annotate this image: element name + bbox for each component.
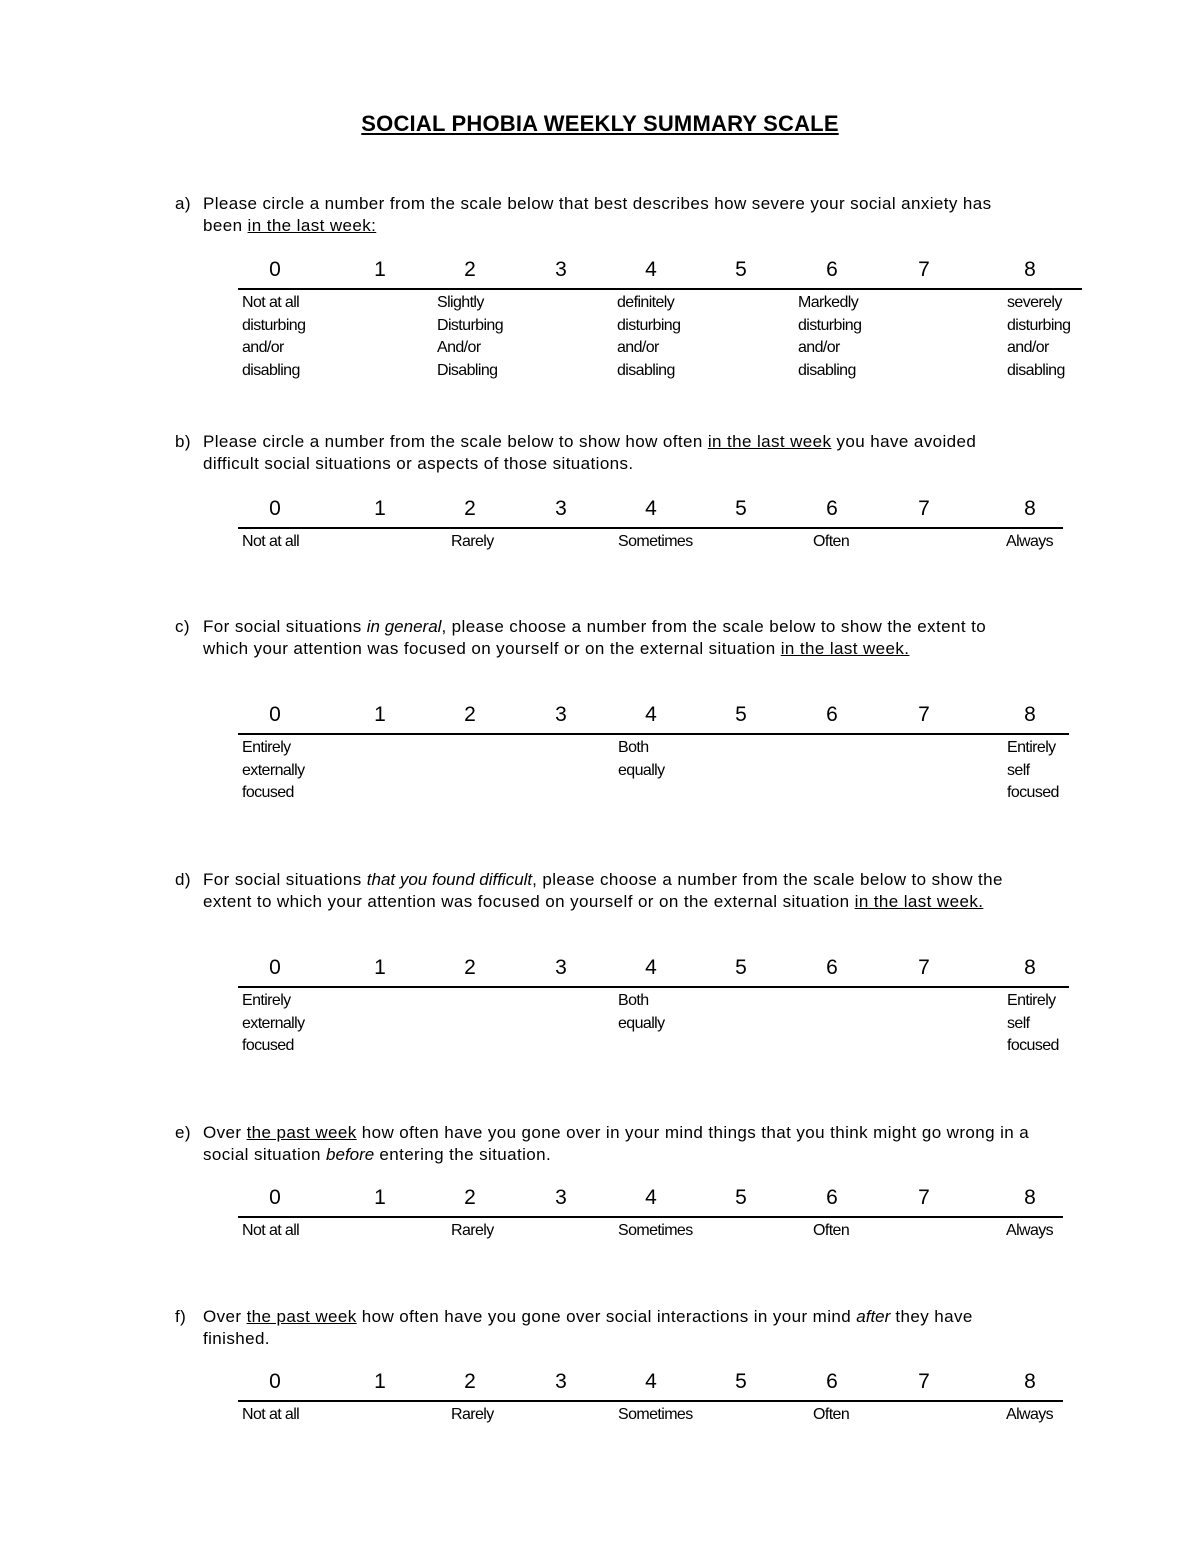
scale-number-5[interactable]: 5 <box>735 497 747 520</box>
question-text: Please circle a number from the scale below that best describes how severe your social anxiety has been in the last week: <box>203 194 992 235</box>
scale-anchor-label: Markedly disturbing and/or disabling <box>798 294 862 379</box>
scale-number-8[interactable]: 8 <box>1024 956 1036 979</box>
question-letter: c) <box>175 617 190 636</box>
scale-number-1[interactable]: 1 <box>374 703 386 726</box>
question-text: For social situations that you found difficult, please choose a number from the scale below to show the extent to which your attention was focused on yourself or on the external situation in the last week. <box>203 870 1003 911</box>
scale-number-3[interactable]: 3 <box>555 956 567 979</box>
scale-number-1[interactable]: 1 <box>374 258 386 281</box>
scale-rule <box>238 288 1082 290</box>
scale-number-8[interactable]: 8 <box>1024 703 1036 726</box>
scale-anchor-label: Always <box>1006 1222 1054 1239</box>
scale-anchor-label: Sometimes <box>618 1406 693 1423</box>
scale-number-0[interactable]: 0 <box>269 497 281 520</box>
question-text: For social situations in general, please choose a number from the scale below to show the extent to which your attention was focused on yourself or on the external situation in the last week. <box>203 617 987 658</box>
scale-number-8[interactable]: 8 <box>1024 497 1036 520</box>
scale-number-0[interactable]: 0 <box>269 1186 281 1209</box>
scale-anchor-label: Slightly Disturbing And/or Disabling <box>437 294 504 379</box>
scale-rule <box>238 733 1069 735</box>
scale-number-1[interactable]: 1 <box>374 1186 386 1209</box>
scale-anchor-label: Always <box>1006 533 1054 550</box>
scale-number-7[interactable]: 7 <box>918 1370 930 1393</box>
scale-number-4[interactable]: 4 <box>645 497 657 520</box>
scale-number-4[interactable]: 4 <box>645 956 657 979</box>
scale-anchor-label: Often <box>813 533 850 550</box>
question-b <box>175 431 1035 475</box>
scale-number-8[interactable]: 8 <box>1024 258 1036 281</box>
scale-number-3[interactable]: 3 <box>555 703 567 726</box>
scale-number-3[interactable]: 3 <box>555 1370 567 1393</box>
scale-anchor-label: Both equally <box>618 992 665 1032</box>
scale-anchor-label: severely disturbing and/or disabling <box>1007 294 1071 379</box>
scale-anchor-label: definitely disturbing and/or disabling <box>617 294 681 379</box>
scale-number-8[interactable]: 8 <box>1024 1186 1036 1209</box>
scale-anchor-label: Not at all disturbing and/or disabling <box>242 294 306 379</box>
scale-number-2[interactable]: 2 <box>464 703 476 726</box>
scale-anchor-label: Often <box>813 1406 850 1423</box>
scale-number-6[interactable]: 6 <box>826 703 838 726</box>
question-letter: d) <box>175 870 191 889</box>
question-f <box>175 1306 1035 1350</box>
scale-anchor-label: Entirely externally focused <box>242 992 305 1054</box>
scale-rule <box>238 986 1069 988</box>
question-c <box>175 616 1035 660</box>
question-text: Over the past week how often have you gone over social interactions in your mind after they have finished. <box>203 1307 973 1348</box>
scale-number-0[interactable]: 0 <box>269 956 281 979</box>
scale-anchor-label: Entirely externally focused <box>242 739 305 801</box>
scale-number-4[interactable]: 4 <box>645 1370 657 1393</box>
scale-anchor-label: Not at all <box>242 533 300 550</box>
scale-number-5[interactable]: 5 <box>735 1186 747 1209</box>
scale-number-6[interactable]: 6 <box>826 258 838 281</box>
scale-number-6[interactable]: 6 <box>826 497 838 520</box>
question-text: Please circle a number from the scale below to show how often in the last week you have avoided difficult social situations or aspects of those situations. <box>203 432 977 473</box>
scale-number-1[interactable]: 1 <box>374 1370 386 1393</box>
scale-number-2[interactable]: 2 <box>464 258 476 281</box>
question-letter: f) <box>175 1307 187 1326</box>
question-letter: e) <box>175 1123 191 1142</box>
question-a <box>175 193 1035 237</box>
scale-number-2[interactable]: 2 <box>464 1370 476 1393</box>
scale-number-3[interactable]: 3 <box>555 497 567 520</box>
question-letter: a) <box>175 194 191 213</box>
scale-number-8[interactable]: 8 <box>1024 1370 1036 1393</box>
question-e <box>175 1122 1035 1166</box>
question-letter: b) <box>175 432 191 451</box>
scale-number-6[interactable]: 6 <box>826 1186 838 1209</box>
scale-anchor-label: Sometimes <box>618 1222 693 1239</box>
scale-number-6[interactable]: 6 <box>826 956 838 979</box>
scale-anchor-label: Rarely <box>451 533 494 550</box>
scale-number-3[interactable]: 3 <box>555 1186 567 1209</box>
scale-number-5[interactable]: 5 <box>735 956 747 979</box>
scale-number-2[interactable]: 2 <box>464 1186 476 1209</box>
scale-anchor-label: Rarely <box>451 1406 494 1423</box>
scale-number-7[interactable]: 7 <box>918 1186 930 1209</box>
scale-number-0[interactable]: 0 <box>269 703 281 726</box>
scale-anchor-label: Entirely self focused <box>1007 739 1059 801</box>
scale-anchor-label: Not at all <box>242 1222 300 1239</box>
scale-anchor-label: Often <box>813 1222 850 1239</box>
scale-anchor-label: Always <box>1006 1406 1054 1423</box>
scale-number-5[interactable]: 5 <box>735 258 747 281</box>
scale-rule <box>238 1400 1063 1402</box>
scale-number-7[interactable]: 7 <box>918 258 930 281</box>
scale-anchor-label: Rarely <box>451 1222 494 1239</box>
scale-number-5[interactable]: 5 <box>735 703 747 726</box>
scale-rule <box>238 1216 1063 1218</box>
scale-rule <box>238 527 1063 529</box>
scale-number-2[interactable]: 2 <box>464 956 476 979</box>
scale-anchor-label: Sometimes <box>618 533 693 550</box>
scale-number-0[interactable]: 0 <box>269 1370 281 1393</box>
scale-number-0[interactable]: 0 <box>269 258 281 281</box>
scale-anchor-label: Both equally <box>618 739 665 779</box>
scale-number-6[interactable]: 6 <box>826 1370 838 1393</box>
page-title: SOCIAL PHOBIA WEEKLY SUMMARY SCALE <box>361 111 839 136</box>
scale-number-3[interactable]: 3 <box>555 258 567 281</box>
scale-number-7[interactable]: 7 <box>918 497 930 520</box>
scale-number-4[interactable]: 4 <box>645 703 657 726</box>
question-d <box>175 869 1035 913</box>
scale-number-2[interactable]: 2 <box>464 497 476 520</box>
scale-number-1[interactable]: 1 <box>374 956 386 979</box>
question-text: Over the past week how often have you gone over in your mind things that you think might go wrong in a social situation before entering the situation. <box>203 1123 1030 1164</box>
scale-number-4[interactable]: 4 <box>645 1186 657 1209</box>
scale-number-5[interactable]: 5 <box>735 1370 747 1393</box>
scale-number-1[interactable]: 1 <box>374 497 386 520</box>
scale-anchor-label: Not at all <box>242 1406 300 1423</box>
scale-number-7[interactable]: 7 <box>918 703 930 726</box>
scale-number-4[interactable]: 4 <box>645 258 657 281</box>
scale-anchor-label: Entirely self focused <box>1007 992 1059 1054</box>
scale-number-7[interactable]: 7 <box>918 956 930 979</box>
